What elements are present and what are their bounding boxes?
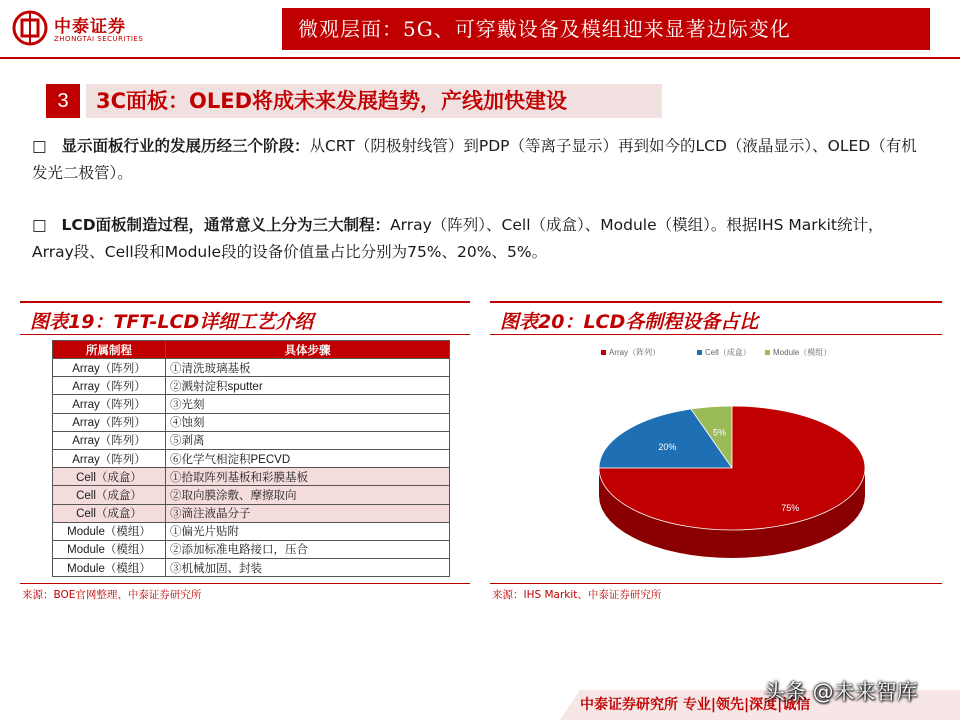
process-cell: Cell（成盒） (53, 486, 166, 504)
table-row (53, 359, 450, 377)
process-cell: Cell（成盒） (53, 504, 166, 522)
process-cell: Array（阵列） (53, 377, 166, 395)
table-row (53, 468, 450, 486)
bullet-lead-text: LCD面板制造过程，通常意义上分为三大制程： (61, 216, 391, 234)
table-row (53, 559, 450, 577)
figure20-top-rule (490, 301, 942, 303)
step-cell: ①拾取阵列基板和彩膜基板 (166, 468, 450, 486)
step-cell: ⑤剥离 (166, 431, 450, 449)
checkbox-bullet-icon: □ (32, 216, 47, 234)
legend-swatch (601, 350, 606, 355)
process-cell: Array（阵列） (53, 449, 166, 467)
legend-swatch (697, 350, 702, 355)
legend-label: Cell（成盒） (705, 348, 751, 357)
bullet-paragraph-2 (32, 212, 922, 266)
logo-name-cn: 中泰证券 (54, 17, 126, 37)
bullet-paragraph-1 (32, 133, 922, 187)
figure19-source: 来源：BOE官网整理、中泰证券研究所 (22, 589, 202, 601)
table-row (53, 522, 450, 540)
figure20-title: 图表20：LCD各制程设备占比 (500, 311, 759, 333)
process-cell: Array（阵列） (53, 431, 166, 449)
figure19-top-rule (20, 301, 470, 303)
step-cell: ②取向膜涂敷、摩擦取向 (166, 486, 450, 504)
company-logo (12, 10, 152, 50)
legend-label: Array（阵列） (609, 348, 661, 357)
logo-name-en: ZHONGTAI SECURITIES (54, 35, 144, 43)
table-row (53, 540, 450, 558)
figure19-title-rule (20, 334, 470, 335)
column-header: 所属制程 (53, 341, 166, 359)
checkbox-bullet-icon: □ (32, 137, 47, 155)
step-cell: ①偏光片贴附 (166, 522, 450, 540)
watermark: 头条 @未来智库 (764, 680, 918, 704)
table-row (53, 431, 450, 449)
bullet-body-text: 从CRT（阴极射线管）到PDP（等离子显示）再到如今的LCD（液晶显示）、OLED（有机发光二极管）。 (32, 137, 917, 182)
process-cell: Cell（成盒） (53, 468, 166, 486)
process-cell: Module（模组） (53, 540, 166, 558)
process-cell: Module（模组） (53, 559, 166, 577)
table-row (53, 413, 450, 431)
section-number-badge: 3 (46, 84, 80, 118)
figure19-title: 图表19：TFT-LCD详细工艺介绍 (30, 311, 314, 333)
step-cell: ④蚀刻 (166, 413, 450, 431)
legend-swatch (765, 350, 770, 355)
table-row (53, 486, 450, 504)
table-header-row (53, 341, 450, 359)
process-table (52, 340, 450, 577)
figure20-source: 来源：IHS Markit、中泰证券研究所 (492, 589, 662, 601)
table-row (53, 395, 450, 413)
pie-data-label: 5% (712, 427, 727, 438)
process-cell: Array（阵列） (53, 359, 166, 377)
table-row (53, 377, 450, 395)
step-cell: ③光刻 (166, 395, 450, 413)
table-row (53, 449, 450, 467)
bullet-body-text: Array（阵列）、Cell（成盒）、Module（模组）。根据IHS Markit统计，Array段、Cell段和Module段的设备价值量占比分别为75%、20%、5%。 (32, 216, 884, 261)
equipment-share-pie-chart (585, 340, 875, 570)
step-cell: ③滴注液晶分子 (166, 504, 450, 522)
figure20-bottom-rule (490, 583, 942, 584)
process-cell: Array（阵列） (53, 395, 166, 413)
process-cell: Array（阵列） (53, 413, 166, 431)
step-cell: ⑥化学气相淀积PECVD (166, 449, 450, 467)
process-cell: Module（模组） (53, 522, 166, 540)
bullet-lead-text: 显示面板行业的发展历经三个阶段： (61, 137, 310, 155)
footer-slogan: 中泰证券研究所 专业|领先|深度|诚信 (580, 697, 811, 713)
figure20-title-rule (490, 334, 942, 335)
step-cell: ②溅射淀积sputter (166, 377, 450, 395)
legend-label: Module（模组） (773, 348, 832, 357)
section-title: 3C面板：OLED将成未来发展趋势，产线加快建设 (96, 89, 568, 113)
pie-data-label: 75% (781, 503, 800, 514)
header-divider (0, 57, 960, 59)
table-row (53, 504, 450, 522)
figure19-bottom-rule (20, 583, 470, 584)
pie-data-label: 20% (658, 442, 677, 453)
page-header-title: 微观层面：5G、可穿戴设备及模组迎来显著边际变化 (282, 8, 930, 50)
step-cell: ②添加标准电路接口，压合 (166, 540, 450, 558)
step-cell: ③机械加固、封装 (166, 559, 450, 577)
logo-mark-icon (12, 10, 48, 46)
step-cell: ①清洗玻璃基板 (166, 359, 450, 377)
column-header: 具体步骤 (166, 341, 450, 359)
